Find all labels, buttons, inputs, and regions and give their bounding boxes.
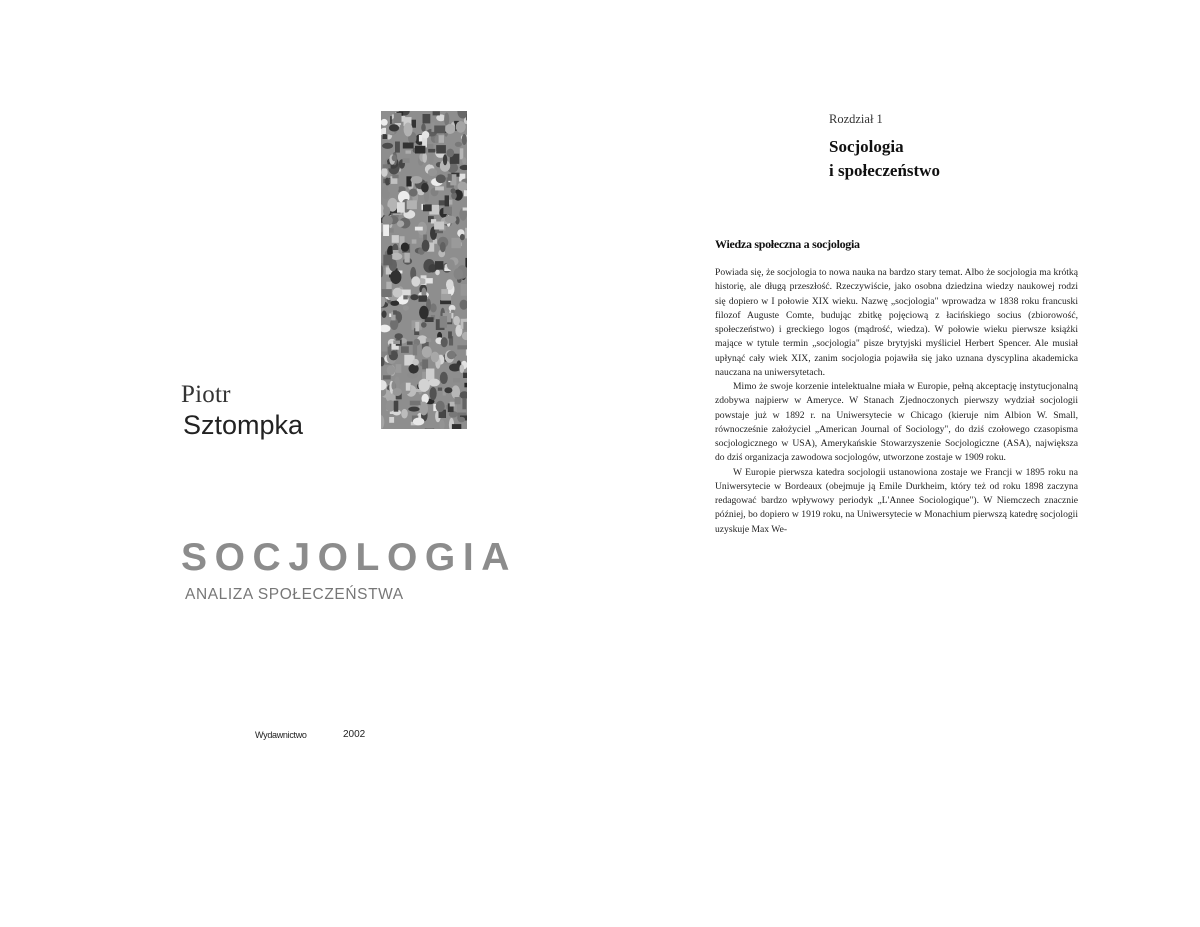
publisher-label: Wydawnictwo <box>255 730 307 740</box>
paragraph-1: Powiada się, że socjologia to nowa nauka na bardzo stary temat. Albo że socjologia ma krótką historię, ale długą przeszłość. Rzeczywiście, jako osobna dziedzina wiedzy naukowej rodzi się dopiero w I połowie XIX wieku. Nazwę „socjologia" wprowadza w 1838 roku francuski filozof Auguste Comte, budując zbitkę pojęciową z łacińskiego socius (zbiorowość, społeczeństwo) i greckiego logos (mądrość, wiedza). W połowie wieku pierwsze książki mające w tytule termin „socjologia" pisze brytyjski myśliciel Herbert Spencer. Ale musiał upłynąć cały wiek XIX, zanim socjologia pojawiła się jako uznana dyscyplina akademicka nauczana na uniwersytetach. <box>715 267 1078 378</box>
chapter-title-line-1: Socjologia <box>829 137 904 156</box>
crowd-photo-image <box>381 111 467 429</box>
book-subtitle: ANALIZA SPOŁECZEŃSTWA <box>185 586 404 603</box>
chapter-label: Rozdział 1 <box>829 112 883 126</box>
right-page <box>600 0 1200 927</box>
crowd-photo <box>381 111 467 429</box>
author-first-name: Piotr <box>181 381 231 408</box>
paragraph-3: W Europie pierwsza katedra socjologii ustanowiona zostaje we Francji w 1895 roku na Uniwersytecie w Bordeaux (obejmuje ją Emile Durkheim, który też od roku 1898 zaczyna redagować bardzo wpływowy periodyk „L'Annee Sociologique"). W Niemczech znacznie później, bo dopiero w 1919 roku, na Uniwersytecie w Monachium pierwszą katedrę socjologii uzyskuje Max We- <box>715 466 1078 535</box>
body-text <box>715 266 1078 537</box>
paragraph-2: Mimo że swoje korzenie intelektualne miała w Europie, pełną akceptację instytucjonalną zdobywa najpierw w Ameryce. W Stanach Zjednoczonych pierwszy wydział socjologii powstaje już w 1892 r. na Uniwersytecie w Chicago (kieruje nim Albion W. Small, równocześnie założyciel „American Journal of Sociology", do dziś czołowego czasopisma socjologicznego w USA), Amerykańskie Stowarzyszenie Socjologiczne (ASA), największa do dziś organizacja zawodowa socjologów, utworzone zostaje w 1909 roku. <box>715 381 1078 464</box>
author-last-name: Sztompka <box>183 410 304 440</box>
chapter-title <box>829 135 940 183</box>
chapter-title-line-2: i społeczeństwo <box>829 161 940 180</box>
section-heading: Wiedza społeczna a socjologia <box>715 237 860 251</box>
book-title: SOCJOLOGIA <box>181 536 518 579</box>
publication-year: 2002 <box>343 729 366 740</box>
